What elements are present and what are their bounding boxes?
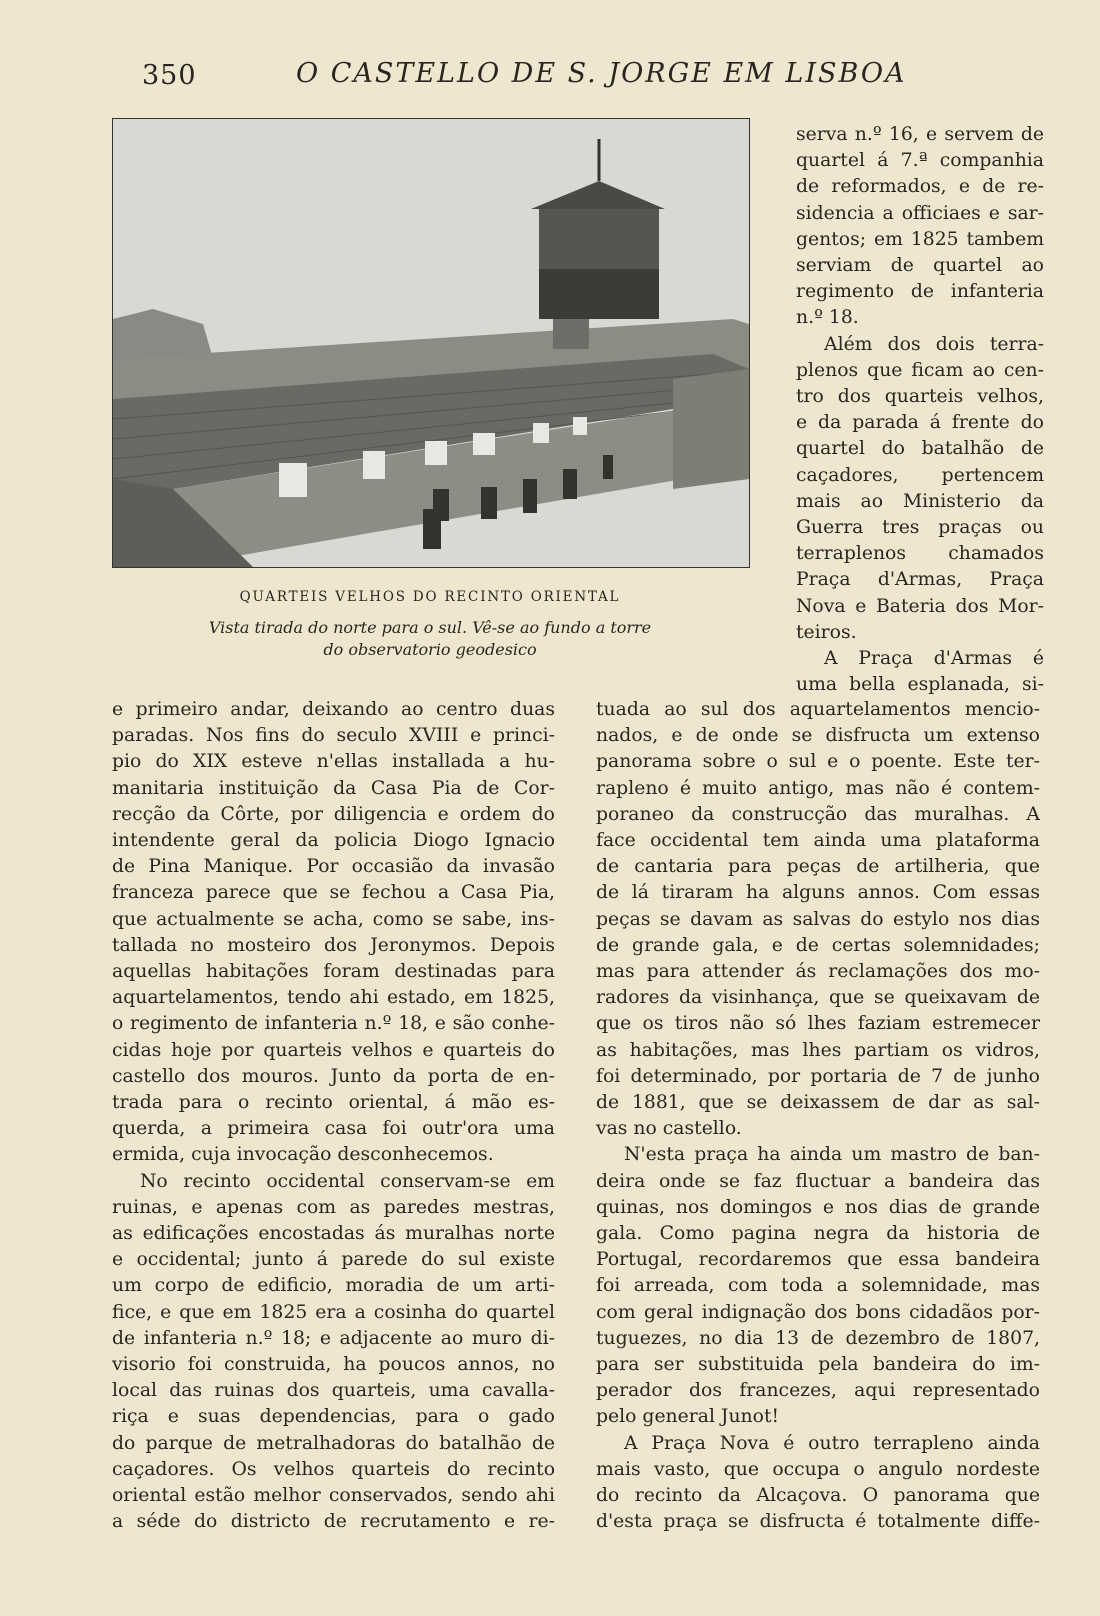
left-column-line: aquartelamentos, tendo ahi estado, em 1825, bbox=[112, 987, 555, 1009]
left-column-line: caçadores. Os velhos quarteis do recinto bbox=[112, 1458, 555, 1480]
right-column-line: com geral indignação dos bons cidadãos por- bbox=[596, 1301, 1040, 1323]
right-top-line: Guerra tres praças ou bbox=[796, 517, 1044, 539]
right-column-line: tuguezes, no dia 13 de dezembro de 1807, bbox=[596, 1327, 1040, 1349]
left-column-line: querda, a primeira casa foi outr'ora uma bbox=[112, 1118, 555, 1140]
right-column-line: gala. Como pagina negra da historia de bbox=[596, 1223, 1040, 1245]
left-column-line: intendente geral da policia Diogo Ignacio bbox=[112, 830, 555, 852]
left-column-line: a séde do districto de recrutamento e re- bbox=[112, 1511, 555, 1533]
right-top-line: Nova e Bateria dos Mor- bbox=[796, 595, 1044, 617]
right-top-line: Além dos dois terra- bbox=[824, 333, 1044, 355]
right-top-line: de reformados, e de re- bbox=[796, 176, 1044, 198]
right-column bbox=[596, 697, 1040, 1536]
left-column-line: ermida, cuja invocação desconhecemos. bbox=[112, 1144, 494, 1166]
left-column bbox=[112, 697, 555, 1536]
left-column-line: o regimento de infanteria n.º 18, e são conhe- bbox=[112, 1013, 555, 1035]
right-column-line: N'esta praça ha ainda um mastro de ban- bbox=[624, 1144, 1040, 1166]
right-column-line: nados, e de onde se disfructa um extenso bbox=[596, 725, 1040, 747]
left-column-line: de Pina Manique. Por occasião da invasão bbox=[112, 856, 555, 878]
right-top-line: regimento de infanteria bbox=[796, 281, 1044, 303]
left-column-line: e occidental; junto á parede do sul existe bbox=[112, 1249, 555, 1271]
left-column-line: trada para o recinto oriental, á mão es- bbox=[112, 1092, 555, 1114]
right-column-line: perador dos francezes, aqui representado bbox=[596, 1380, 1040, 1402]
left-column-line: tallada no mosteiro dos Jeronymos. Depois bbox=[112, 934, 555, 956]
right-column-line: Portugal, recordaremos que essa bandeira bbox=[596, 1249, 1040, 1271]
left-column-line: recção da Côrte, por diligencia e ordem do bbox=[112, 803, 555, 825]
right-top-line: n.º 18. bbox=[796, 307, 859, 329]
left-column-line: manitaria instituição da Casa Pia de Cor- bbox=[112, 777, 555, 799]
right-top-line: uma bella esplanada, si- bbox=[796, 674, 1044, 696]
left-column-line: de infanteria n.º 18; e adjacente ao muro di- bbox=[112, 1327, 555, 1349]
right-column-line: de 1881, que se deixassem de dar as sal- bbox=[596, 1092, 1040, 1114]
left-column-line: as edificações encostadas ás muralhas norte bbox=[112, 1223, 555, 1245]
right-column-line: pelo general Junot! bbox=[596, 1406, 780, 1428]
right-top-line: A Praça d'Armas é bbox=[824, 648, 1044, 670]
left-column-line: do parque de metralhadoras do batalhão de bbox=[112, 1432, 555, 1454]
right-column-line: peças se davam as salvas do estylo nos dias bbox=[596, 908, 1040, 930]
left-column-line: oriental estão melhor conservados, sendo ahi bbox=[112, 1485, 555, 1507]
left-column-line: ruinas, e apenas com as paredes mestras, bbox=[112, 1196, 555, 1218]
left-column-line: No recinto occidental conservam-se em bbox=[140, 1170, 555, 1192]
right-top-line: serva n.º 16, e servem de bbox=[796, 124, 1044, 145]
page-number: 350 bbox=[142, 60, 197, 91]
right-column-line: poraneo da construcção das muralhas. A bbox=[596, 803, 1040, 825]
right-top-line: mais ao Ministerio da bbox=[796, 490, 1044, 512]
left-column-line: cidas hoje por quarteis velhos e quarteis do bbox=[112, 1039, 555, 1061]
right-top-line: e da parada á frente do bbox=[796, 412, 1044, 434]
right-column-top bbox=[796, 122, 1044, 698]
right-column-line: que os tiros não só lhes faziam estremecer bbox=[596, 1013, 1040, 1035]
left-column-line: paradas. Nos fins do seculo XVIII e princi- bbox=[112, 725, 555, 747]
left-column-line: castello dos mouros. Junto da porta de en- bbox=[112, 1065, 555, 1087]
right-column-line: foi determinado, por portaria de 7 de junho bbox=[596, 1065, 1040, 1087]
right-column-line: mais vasto, que occupa o angulo nordeste bbox=[596, 1458, 1040, 1480]
right-column-line: A Praça Nova é outro terrapleno ainda bbox=[624, 1432, 1040, 1454]
figure-caption bbox=[110, 617, 750, 661]
left-column-line: um corpo de edificio, moradia de um arti- bbox=[112, 1275, 555, 1297]
right-top-line: terraplenos chamados bbox=[796, 543, 1044, 565]
left-column-line: pio do XIX esteve n'ellas installada a hu- bbox=[112, 751, 555, 773]
right-column-line: foi arreada, com toda a solemnidade, mas bbox=[596, 1275, 1040, 1297]
right-column-line: as habitações, mas lhes partiam os vidros, bbox=[596, 1039, 1040, 1061]
right-column-line: rapleno é muito antigo, mas não é contem- bbox=[596, 777, 1040, 799]
right-top-line: tro dos quarteis velhos, bbox=[796, 386, 1044, 408]
right-top-line: plenos que ficam ao cen- bbox=[796, 359, 1044, 381]
right-column-line: tuada ao sul dos aquartelamentos mencio- bbox=[596, 699, 1040, 720]
figure-photo bbox=[112, 118, 750, 568]
left-column-line: local das ruinas dos quarteis, uma cavalla- bbox=[112, 1380, 555, 1402]
right-column-line: vas no castello. bbox=[596, 1118, 742, 1140]
right-column-line: para ser substituida pela bandeira do im- bbox=[596, 1354, 1040, 1376]
figure-caption-line-1: Vista tirada do norte para o sul. Vê-se ao fundo a torre bbox=[208, 618, 652, 637]
right-column-line: de grande gala, e de certas solemnidades; bbox=[596, 934, 1040, 956]
figure-caption-title: QUARTEIS VELHOS DO RECINTO ORIENTAL bbox=[239, 589, 621, 605]
running-title: O CASTELLO DE S. JORGE EM LISBOA bbox=[296, 58, 907, 89]
right-top-line: teiros. bbox=[796, 621, 857, 643]
right-top-line: caçadores, pertencem bbox=[796, 464, 1044, 486]
right-column-line: deira onde se faz fluctuar a bandeira das bbox=[596, 1170, 1040, 1192]
right-top-line: gentos; em 1825 tambem bbox=[796, 228, 1044, 250]
right-column-line: radores da visinhança, que se queixavam de bbox=[596, 987, 1040, 1009]
right-top-line: sidencia a officiaes e sar- bbox=[796, 202, 1044, 224]
figure-caption-line-2: do observatorio geodesico bbox=[323, 640, 537, 659]
right-column-line: de lá tiraram ha alguns annos. Com essas bbox=[596, 882, 1040, 904]
left-column-line: que actualmente se acha, como se sabe, ins- bbox=[112, 908, 555, 930]
left-column-line: e primeiro andar, deixando ao centro duas bbox=[112, 699, 555, 720]
right-column-line: quinas, nos domingos e nos dias de grande bbox=[596, 1196, 1040, 1218]
right-top-line: serviam de quartel ao bbox=[796, 255, 1044, 277]
right-top-line: Praça d'Armas, Praça bbox=[796, 569, 1044, 591]
left-column-line: visorio foi construida, ha poucos annos, no bbox=[112, 1354, 555, 1376]
right-column-line: face occidental tem ainda uma plataforma bbox=[596, 830, 1040, 852]
right-top-line: quartel á 7.ª companhia bbox=[796, 150, 1044, 172]
right-column-line: mas para attender ás reclamações dos mo- bbox=[596, 961, 1040, 983]
right-column-line: d'esta praça se disfructa é totalmente diffe- bbox=[596, 1511, 1040, 1533]
right-top-line: quartel do batalhão de bbox=[796, 438, 1044, 460]
left-column-line: riça e suas dependencias, para o gado bbox=[112, 1406, 555, 1428]
right-column-line: do recinto da Alcaçova. O panorama que bbox=[596, 1485, 1040, 1507]
right-column-line: de cantaria para peças de artilheria, que bbox=[596, 856, 1040, 878]
left-column-line: franceza parece que se fechou a Casa Pia, bbox=[112, 882, 555, 904]
right-column-line: panorama sobre o sul e o poente. Este ter- bbox=[596, 751, 1040, 773]
barracks-photo-image bbox=[113, 119, 749, 567]
left-column-line: aquellas habitações foram destinadas para bbox=[112, 961, 555, 983]
left-column-line: fice, e que em 1825 era a cosinha do quartel bbox=[112, 1301, 555, 1323]
